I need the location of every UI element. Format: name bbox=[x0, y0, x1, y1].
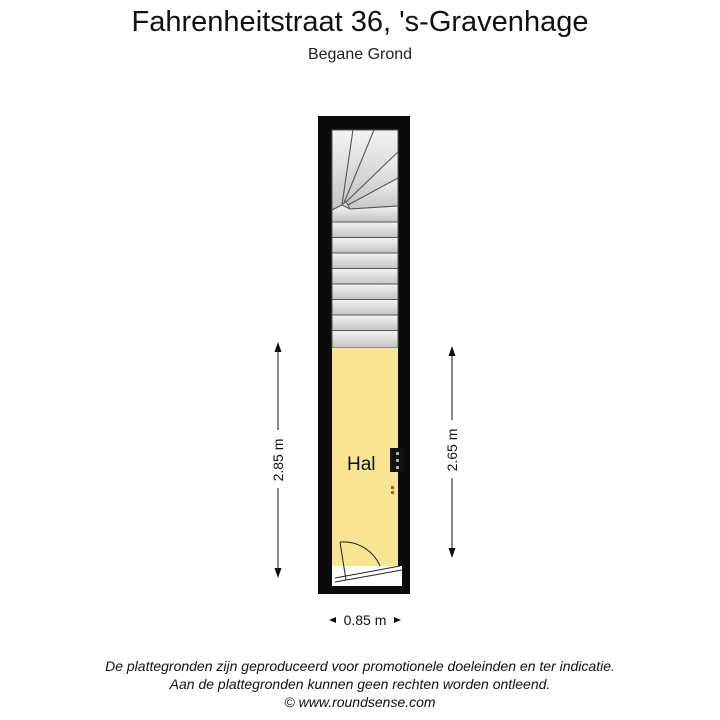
copyright: © www.roundsense.com bbox=[284, 694, 436, 710]
disclaimer-line-2: Aan de plattegronden kunnen geen rechten worden ontleend. bbox=[169, 676, 551, 692]
dimension-bottom-label: 0.85 m bbox=[343, 612, 387, 628]
dimension-right-label: 2.65 m bbox=[444, 428, 460, 472]
disclaimer bbox=[0, 657, 720, 711]
meter-icon bbox=[396, 452, 399, 469]
room-label-hal: Hal bbox=[347, 454, 376, 475]
dimension-left-label: 2.85 m bbox=[270, 438, 286, 482]
disclaimer-line-1: De plattegronden zijn geproduceerd voor promotionele doeleinden en ter indicatie. bbox=[105, 658, 615, 674]
page-title: Fahrenheitstraat 36, 's-Gravenhage bbox=[131, 6, 589, 38]
stair-treads bbox=[332, 222, 398, 348]
winder-steps bbox=[332, 130, 398, 222]
floor-name: Begane Grond bbox=[307, 46, 413, 63]
